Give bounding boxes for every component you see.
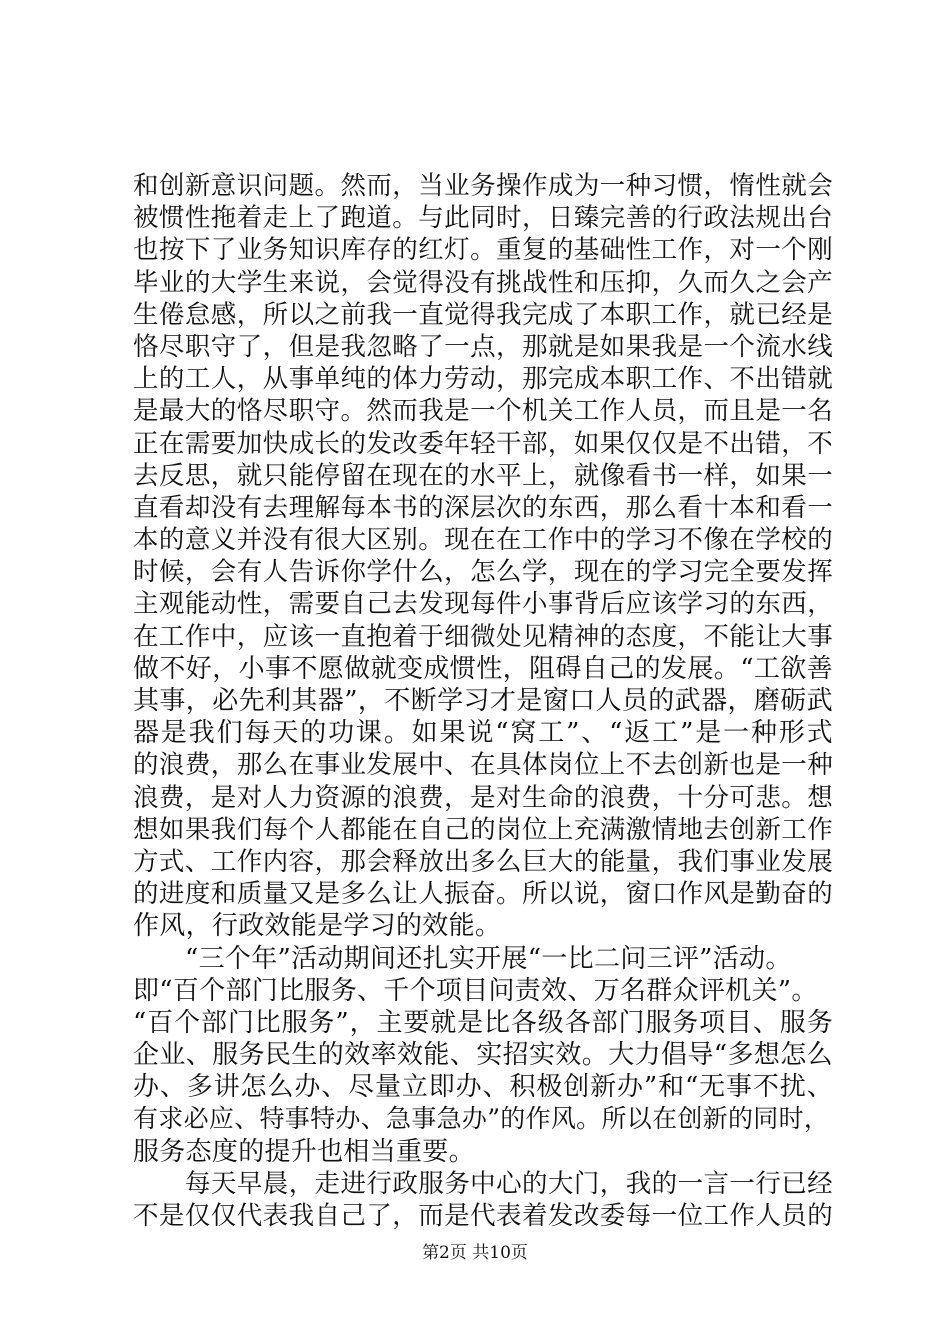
text-line: 每天早晨，走进行政服务中心的大门，我的一言一行已经 (185, 1168, 833, 1199)
text-line: 去反思，就只能停留在现在的水平上，就像看书一样，如果一 (133, 460, 833, 491)
paragraph (133, 943, 833, 1168)
text-line: 有求必应、特事特办、急事急办”的作风。所以在创新的同时， (133, 1104, 830, 1134)
text-line: 想如果我们每个人都能在自己的岗位上充满激情地去创新工作 (133, 814, 833, 845)
page-number-label: 第2页 共10页 (422, 1243, 528, 1263)
text-line: 企业、服务民生的效率效能、实招实效。大力倡导“多想怎么 (133, 1040, 833, 1071)
text-line: 上的工人，从事单纯的体力劳动，那完成本职工作、不出错就 (133, 364, 833, 395)
text-line: 也按下了业务知识库存的红灯。重复的基础性工作，对一个刚 (133, 235, 833, 266)
text-line: 作风，行政效能是学习的效能。 (133, 911, 502, 942)
text-line: 浪费，是对人力资源的浪费，是对生命的浪费，十分可悲。想 (133, 782, 833, 813)
text-line: 不是仅仅代表我自己了，而是代表着发改委每一位工作人员的 (133, 1201, 833, 1231)
text-line: 被惯性拖着走上了跑道。与此同时，日臻完善的行政法规出台 (133, 203, 833, 234)
text-line: “百个部门比服务”，主要就是比各级各部门服务项目、服务 (133, 1007, 833, 1038)
text-line: 器是我们每天的功课。如果说“窝工”、“返工”是一种形式 (133, 718, 833, 749)
text-line: 的进度和质量又是多么让人振奋。所以说，窗口作风是勤奋的 (133, 879, 833, 910)
text-line: 生倦怠感，所以之前我一直觉得我完成了本职工作，就已经是 (133, 299, 833, 330)
text-line: 其事，必先利其器”，不断学习才是窗口人员的武器，磨砺武 (133, 686, 833, 716)
text-line: 恪尽职守了，但是我忽略了一点，那就是如果我是一个流水线 (133, 331, 833, 362)
text-line: 方式、工作内容，那会释放出多么巨大的能量，我们事业发展 (133, 846, 833, 877)
text-line: 和创新意识问题。然而，当业务操作成为一种习惯，惰性就会 (133, 171, 833, 201)
text-line: 在工作中，应该一直抱着于细微处见精神的态度，不能让大事 (133, 621, 833, 652)
body-text (133, 170, 833, 1232)
text-line: 是最大的恪尽职守。然而我是一个机关工作人员，而且是一名 (133, 396, 833, 427)
text-line: 服务态度的提升也相当重要。 (133, 1136, 475, 1167)
text-line: 做不好，小事不愿做就变成惯性，阻碍自己的发展。“工欲善 (133, 653, 833, 684)
text-line: 的浪费，那么在事业发展中、在具体岗位上不去创新也是一种 (133, 750, 833, 781)
text-line: 主观能动性，需要自己去发现每件小事背后应该学习的东西， (133, 589, 833, 620)
text-line: 办、多讲怎么办、尽量立即办、积极创新办”和“无事不扰、 (133, 1072, 833, 1103)
text-line: “三个年”活动期间还扎实开展“一比二问三评”活动。 (185, 943, 792, 974)
text-line: 即“百个部门比服务、千个项目问责效、万名群众评机关”。 (133, 975, 818, 1006)
text-line: 时候，会有人告诉你学什么，怎么学，现在的学习完全要发挥 (133, 557, 833, 588)
paragraph (133, 170, 833, 943)
text-line: 正在需要加快成长的发改委年轻干部，如果仅仅是不出错，不 (133, 428, 833, 459)
text-line: 本的意义并没有很大区别。现在在工作中的学习不像在学校的 (133, 525, 833, 556)
text-line: 毕业的大学生来说，会觉得没有挑战性和压抑，久而久之会产 (133, 267, 833, 298)
paragraph (133, 1168, 833, 1232)
page-footer (0, 1241, 950, 1265)
text-line: 直看却没有去理解每本书的深层次的东西，那么看十本和看一 (133, 492, 833, 523)
